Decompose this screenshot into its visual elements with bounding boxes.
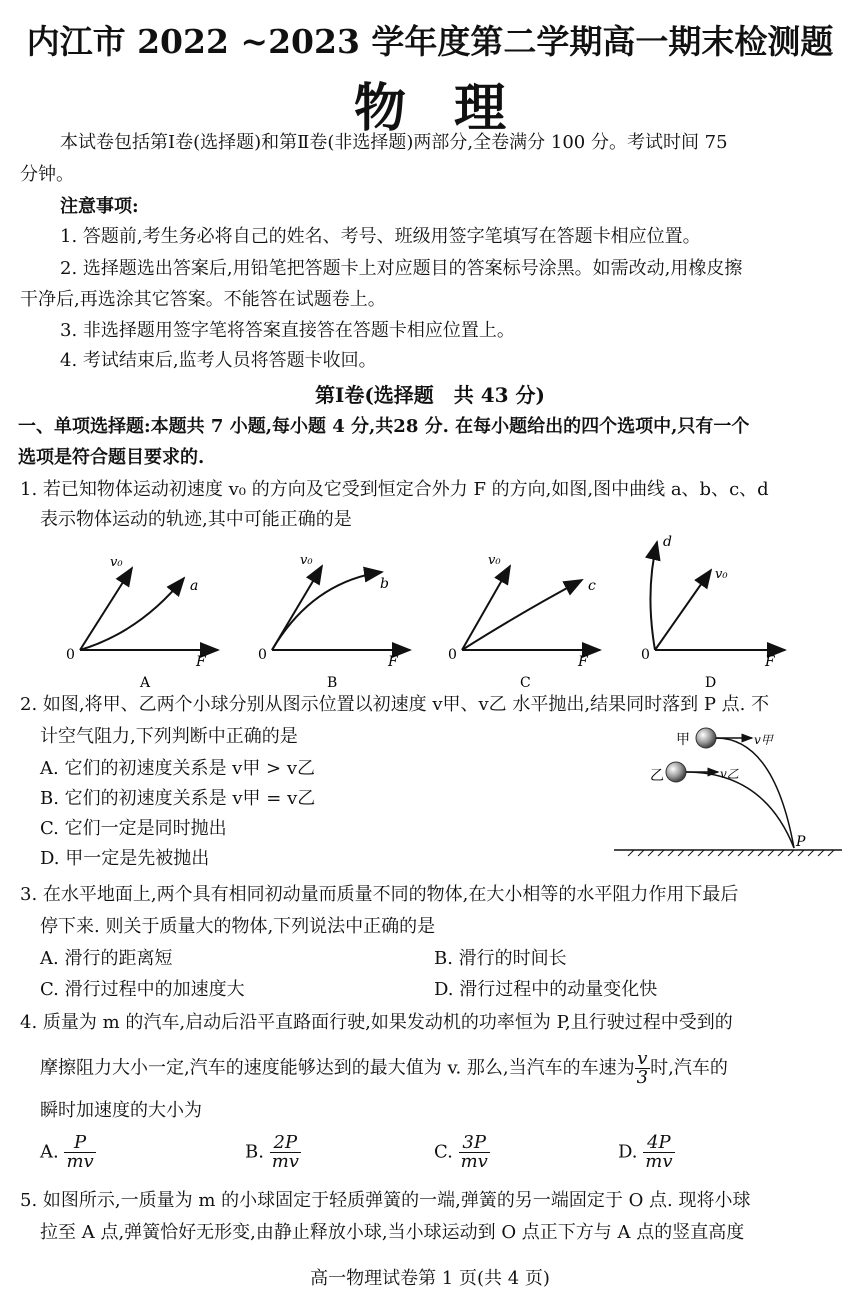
- q3-stem-2: 停下来. 则关于质量大的物体,下列说法中正确的是: [40, 916, 436, 937]
- q4-option-d: D. $\frac{4P}{mv}$: [618, 1132, 673, 1172]
- q1-c-curve-label: c: [588, 578, 596, 594]
- q1-a-v0-label: v₀: [110, 555, 123, 570]
- q1-b-v0-label: v₀: [300, 553, 313, 568]
- q1-a-f-label: F: [196, 654, 206, 670]
- q3-option-a: A. 滑行的距离短: [40, 948, 173, 969]
- part-instructions-2: 选项是符合题目要求的.: [18, 447, 205, 468]
- notice-item-3: 3. 非选择题用签字笔将答案直接答在答题卡相应位置上。: [60, 320, 515, 341]
- q2-figure: [614, 722, 844, 862]
- q4-option-a: A. $\frac{P}{mv}$: [40, 1132, 94, 1172]
- exam-title: 内江市 2022 ~2023 学年度第二学期高一期末检测题: [26, 22, 834, 61]
- subject-title: 物理: [353, 78, 554, 139]
- q4-stem-2: [40, 1050, 728, 1087]
- q2-option-a: A. 它们的初速度关系是 v甲 > v乙: [40, 758, 316, 779]
- q1-figure-a: [66, 555, 218, 691]
- q2-option-c: C. 它们一定是同时抛出: [40, 818, 227, 839]
- q1-b-origin: 0: [258, 647, 267, 663]
- q1-c-origin: 0: [448, 647, 457, 663]
- notice-item-1: 1. 答题前,考生务必将自己的姓名、考号、班级用签字笔填写在答题卡相应位置。: [60, 226, 701, 247]
- q1-d-origin: 0: [641, 647, 650, 663]
- q4-speed-fraction: $\frac{v}{3}$: [636, 1048, 649, 1088]
- q1-c-v0-label: v₀: [488, 553, 501, 568]
- q2-v-yi-label: v乙: [720, 767, 739, 781]
- q4-stem-2b: 时,汽车的: [650, 1057, 728, 1079]
- q2-ball-yi-label: 乙: [650, 768, 664, 784]
- q2-ball-jia: [696, 728, 716, 748]
- q1-d-curve-label: d: [663, 534, 672, 550]
- q1-b-curve-label: b: [380, 576, 389, 592]
- q1-a-curve-label: a: [190, 578, 199, 594]
- q3-option-b: B. 滑行的时间长: [434, 948, 567, 969]
- q2-option-d: D. 甲一定是先被抛出: [40, 848, 210, 869]
- page-footer: 高一物理试卷第 1 页(共 4 页): [310, 1268, 550, 1289]
- notice-item-2: 2. 选择题选出答案后,用铅笔把答题卡上对应题目的答案标号涂黑。如需改动,用橡皮擦: [60, 258, 743, 279]
- section-heading: 第Ⅰ卷(选择题 共 43 分): [314, 383, 546, 407]
- q4-stem-1: 4. 质量为 m 的汽车,启动后沿平直路面行驶,如果发动机的功率恒为 P,且行驶过程中受到的: [20, 1012, 733, 1033]
- q1-c-option: C: [520, 675, 531, 691]
- q2-ball-yi: [666, 762, 686, 782]
- q3-option-c: C. 滑行过程中的加速度大: [40, 979, 245, 1000]
- part-instructions-1: 一、单项选择题:本题共 7 小题,每小题 4 分,共28 分. 在每小题给出的四个选项中,只有一个: [18, 416, 750, 437]
- notice-item-4: 4. 考试结束后,监考人员将答题卡收回。: [60, 350, 377, 371]
- notice-heading: 注意事项:: [60, 196, 139, 217]
- q5-stem-2: 拉至 A 点,弹簧恰好无形变,由静止释放小球,当小球运动到 O 点正下方与 A 点的竖直高度: [40, 1222, 745, 1243]
- intro-line-1: 本试卷包括第Ⅰ卷(选择题)和第Ⅱ卷(非选择题)两部分,全卷满分 100 分。考试时间 75: [60, 132, 728, 153]
- q1-a-origin: 0: [66, 647, 75, 663]
- intro-line-2: 分钟。: [20, 164, 74, 185]
- q1-d-option: D: [705, 675, 717, 691]
- q1-figure-d: [641, 534, 785, 691]
- q4-stem-2a: 摩擦阻力大小一定,汽车的速度能够达到的最大值为 v. 那么,当汽车的车速为: [40, 1057, 635, 1079]
- q4-option-b: B. $\frac{2P}{mv}$: [245, 1132, 299, 1172]
- q1-d-v0-label: v₀: [715, 567, 728, 582]
- q1-figure-c: [448, 553, 600, 691]
- q2-stem-1: 2. 如图,将甲、乙两个小球分别从图示位置以初速度 v甲、v乙 水平抛出,结果同时落到 P 点. 不: [20, 694, 770, 715]
- q1-stem-1: 1. 若已知物体运动初速度 v₀ 的方向及它受到恒定合外力 F 的方向,如图,图中曲线 a、b、c、d: [20, 479, 769, 500]
- notice-item-2-cont: 干净后,再选涂其它答案。不能答在试题卷上。: [20, 289, 386, 310]
- q2-stem-2: 计空气阻力,下列判断中正确的是: [40, 726, 298, 747]
- q1-stem-2: 表示物体运动的轨迹,其中可能正确的是: [40, 509, 352, 530]
- q1-d-f-label: F: [765, 654, 775, 670]
- q1-b-option: B: [327, 675, 338, 691]
- q2-option-b: B. 它们的初速度关系是 v甲 = v乙: [40, 788, 316, 809]
- q3-stem-1: 3. 在水平地面上,两个具有相同初动量而质量不同的物体,在大小相等的水平阻力作用下最后: [20, 884, 739, 905]
- q3-option-d: D. 滑行过程中的动量变化快: [434, 979, 658, 1000]
- q2-v-jia-label: v甲: [754, 733, 773, 747]
- q1-a-option: A: [140, 675, 151, 691]
- q5-stem-1: 5. 如图所示,一质量为 m 的小球固定于轻质弹簧的一端,弹簧的另一端固定于 O 点. 现将小球: [20, 1190, 751, 1211]
- q4-option-c: C. $\frac{3P}{mv}$: [434, 1132, 488, 1172]
- q1-c-f-label: F: [578, 654, 588, 670]
- q2-ball-jia-label: 甲: [676, 732, 690, 748]
- q1-figures: [60, 532, 790, 692]
- q4-stem-3: 瞬时加速度的大小为: [40, 1100, 202, 1121]
- q1-figure-b: [258, 553, 410, 691]
- q1-b-f-label: F: [388, 654, 398, 670]
- q2-point-p-label: P: [796, 834, 806, 850]
